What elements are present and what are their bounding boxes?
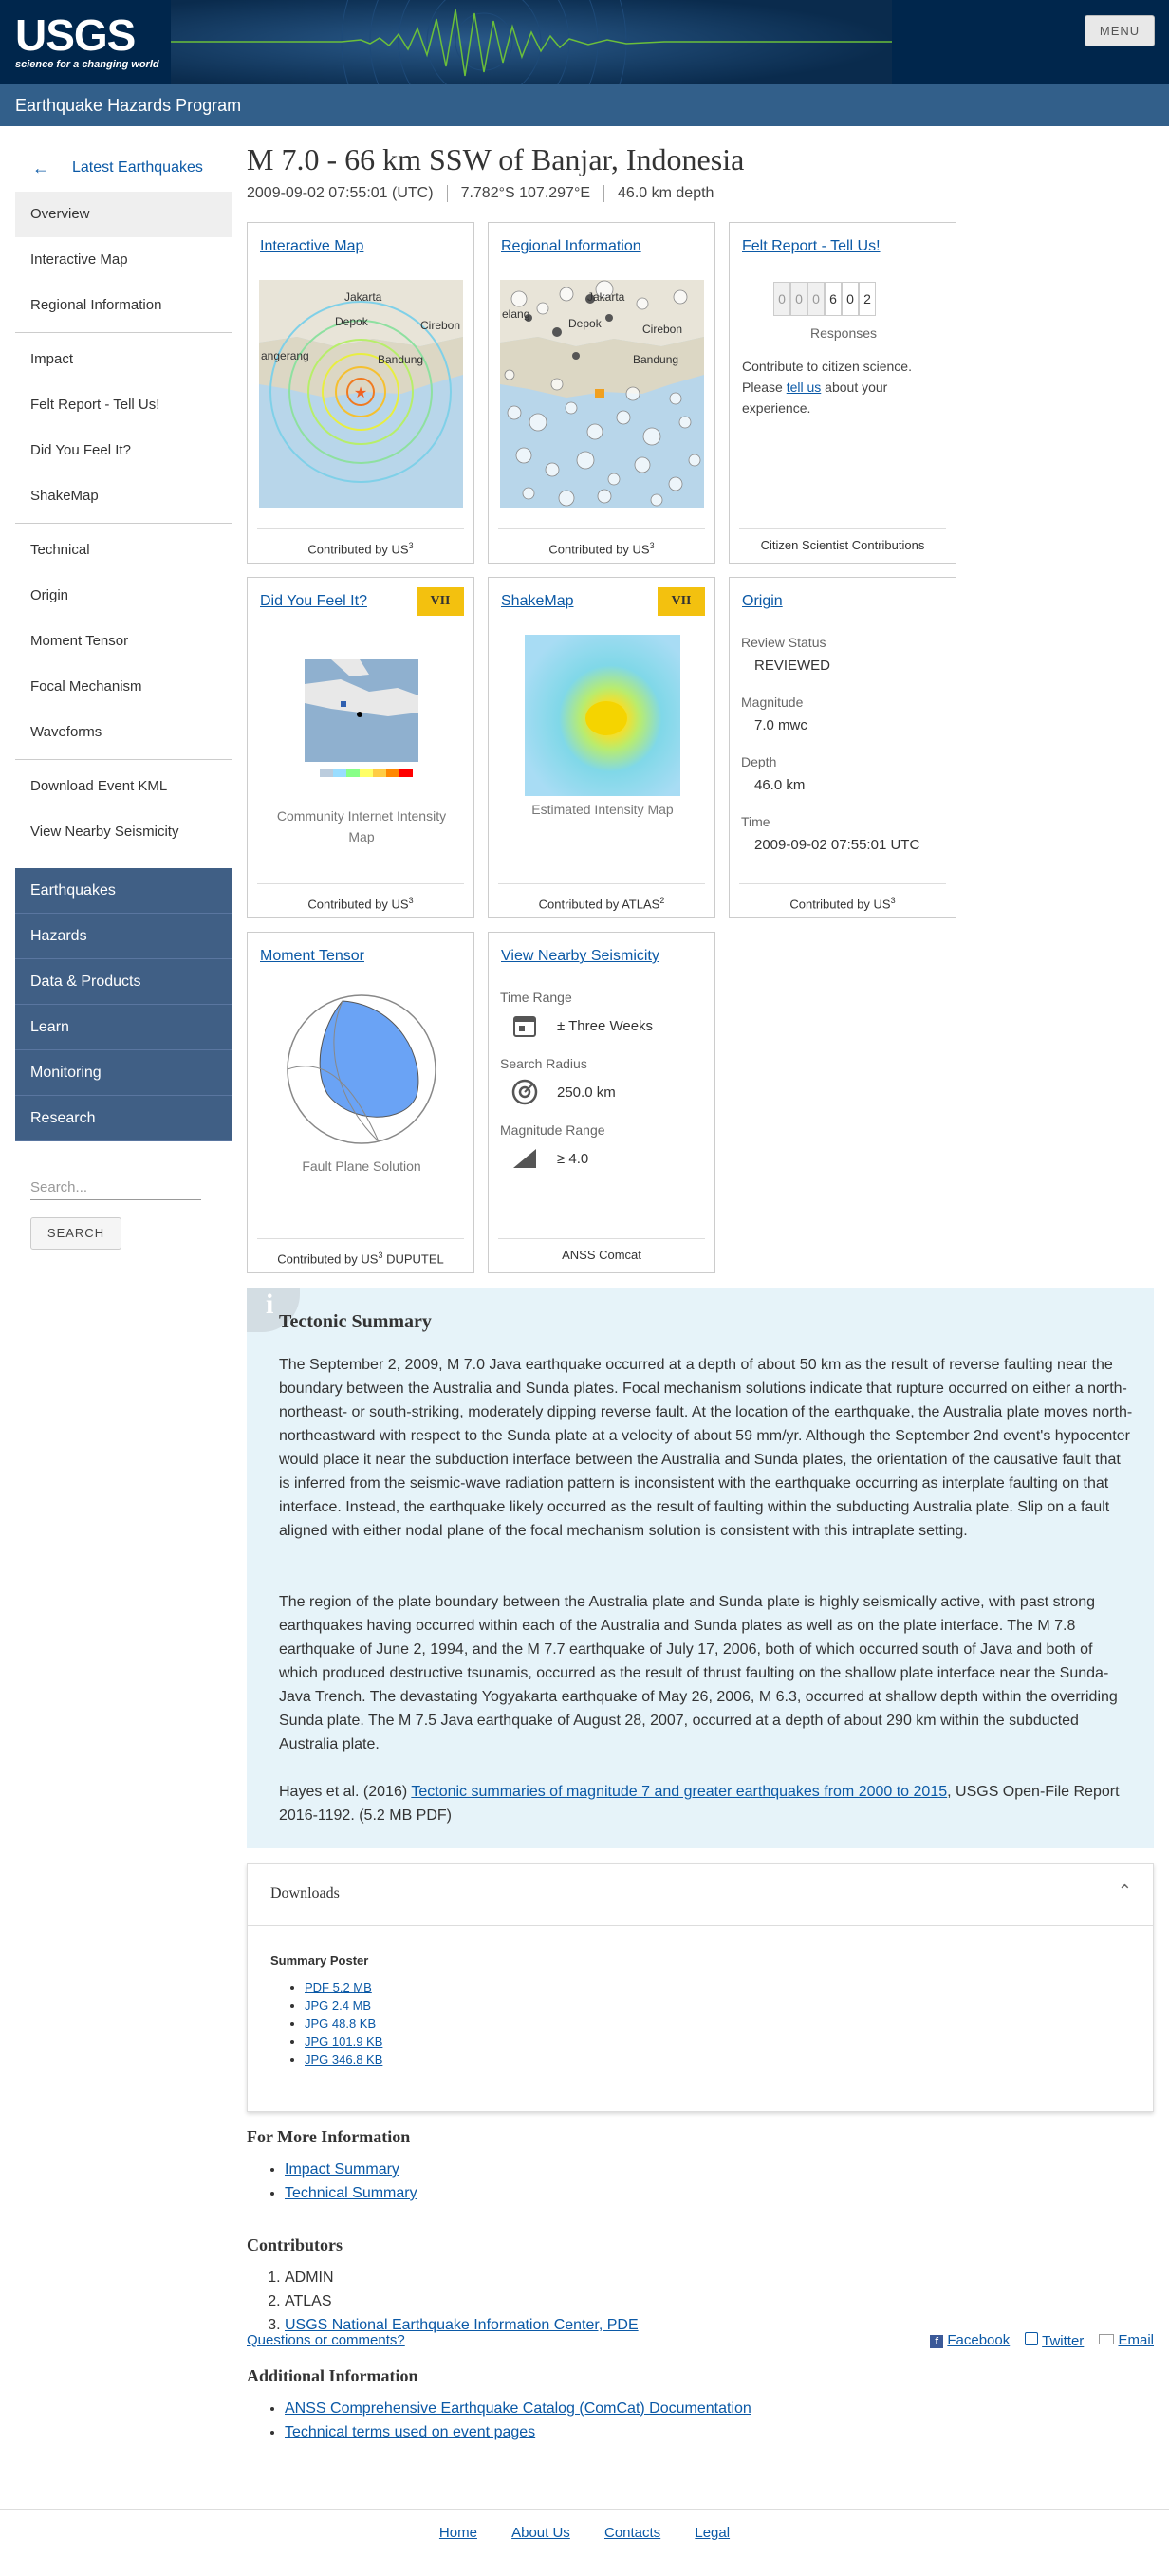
sidebar-item-nearby-seismicity[interactable]: View Nearby Seismicity (30, 824, 179, 840)
nearby-seismicity-card[interactable] (488, 932, 715, 1273)
tectonic-reference: Hayes et al. (2016) Tectonic summaries of magnitude 7 and greater earthquakes from 2000 to 2015, USGS Open-File Report 2016-1192. (5.2 MB PDF) (279, 1784, 1120, 1824)
footer-legal-link[interactable]: Legal (695, 2525, 731, 2541)
divider (15, 332, 232, 333)
contributor-item: 1. ADMIN (285, 2266, 639, 2289)
shakemap-contributor: Contributed by ATLAS$^2$ (498, 883, 705, 917)
tectonic-paragraph-2: The region of the plate boundary between the Australia plate and Sunda plate is highly seismically active, with past strong earthquakes having occurred within each of the Australia and Sunda plates as well as on the plate interface. The M 7.8 earthquake of June 2, 1994, and the M 7.7 earthquake of July 17, 2006, both of which occurred south of Java and both of which produced destructive tsunamis, occurred as the result of thrust faulting on the shallow plate interface near the Sunda-Java Trench. The devastating Yogyakarta earthquake of May 26, 2006, M 6.3, occurred at shallow depth within the overriding Sunda plate. The M 7.5 Java earthquake of August 28, 2007, occurred at a depth of about 290 km within the subducted Australia plate. (279, 1594, 1118, 1752)
contributor-link[interactable]: USGS National Earthquake Information Center, PDE (285, 2317, 639, 2333)
back-to-latest-link[interactable] (15, 152, 232, 184)
product-cards (247, 222, 1154, 1275)
event-location: 7.782°S 107.297°E (461, 185, 604, 202)
footer-about-link[interactable]: About Us (511, 2525, 570, 2541)
radius-icon (511, 1079, 538, 1105)
sidebar-item-focal-mechanism[interactable]: Focal Mechanism (30, 678, 142, 695)
divider (15, 759, 232, 760)
svg-text:★: ★ (353, 385, 368, 401)
interactive-map-link[interactable]: Interactive Map (260, 238, 364, 254)
dyfi-caption: Community Internet Intensity Map (276, 808, 447, 844)
counter-digit: 2 (859, 282, 876, 316)
tectonic-title: Tectonic Summary (279, 1311, 432, 1332)
interactive-map-card[interactable] (247, 222, 474, 564)
sidebar-item-felt-report[interactable]: Felt Report - Tell Us! (30, 397, 160, 413)
nav-hazards[interactable]: Hazards (15, 914, 232, 959)
sidebar-item-impact[interactable]: Impact (30, 351, 74, 367)
seismogram-banner (171, 0, 892, 84)
nav-data-products[interactable]: Data & Products (15, 959, 232, 1005)
origin-contributor: Contributed by $US^3$ (739, 883, 946, 917)
shakemap-card[interactable] (488, 577, 715, 918)
summary-poster-heading: Summary Poster (270, 1954, 369, 1968)
additional-info-heading: Additional Information (247, 2366, 418, 2385)
regional-information-link[interactable]: Regional Information (501, 238, 641, 254)
beachball-diagram[interactable] (284, 991, 439, 1147)
map-label: Bandung (633, 353, 679, 366)
interactive-map-thumbnail[interactable] (259, 280, 463, 508)
dyfi-contributor: Contributed by $US^3$ (257, 883, 464, 917)
depth-value: 46.0 km (754, 777, 806, 793)
download-jpg-link[interactable]: JPG 48.8 KB (305, 2016, 377, 2030)
nav-monitoring[interactable]: Monitoring (15, 1050, 232, 1096)
magnitude-label: Magnitude (741, 695, 804, 710)
magnitude-icon (511, 1145, 538, 1172)
contributors-heading: Contributors (247, 2235, 343, 2254)
responses-label: Responses (809, 325, 878, 341)
shakemap-intensity-badge: VII (658, 587, 705, 616)
search-button[interactable]: SEARCH (30, 1217, 121, 1250)
nav-learn[interactable]: Learn (15, 1005, 232, 1050)
map-label: Jakarta (344, 290, 382, 304)
time-label: Time (741, 814, 770, 829)
time-range-row (511, 1012, 709, 1039)
back-label: Latest Earthquakes (72, 159, 203, 176)
nav-earthquakes[interactable]: Earthquakes (15, 868, 232, 914)
chevron-up-icon[interactable]: ⌃ (1117, 1881, 1132, 1900)
divider (248, 1925, 1153, 1926)
twitter-icon (1025, 2332, 1038, 2345)
search-input[interactable]: Search... (30, 1176, 201, 1200)
sidebar-item-waveforms[interactable]: Waveforms (30, 724, 102, 740)
map-label: Cirebon (642, 323, 683, 336)
sidebar-item-download-kml[interactable]: Download Event KML (30, 778, 168, 794)
interactive-map-contributor: Contributed by $US^3$ (257, 528, 464, 563)
seismogram-image (171, 0, 892, 84)
response-counter (773, 282, 876, 316)
menu-button[interactable]: MENU (1085, 15, 1155, 46)
back-arrow-icon: ← (32, 158, 49, 177)
more-info-heading: For More Information (247, 2127, 411, 2146)
felt-report-card[interactable] (729, 222, 956, 564)
technical-summary-link[interactable]: Technical Summary (285, 2185, 418, 2201)
logo-text: USGS (15, 10, 136, 60)
questions-link[interactable]: Questions or comments? (247, 2332, 405, 2348)
contributor-item: 2. ATLAS (285, 2289, 639, 2313)
download-jpg-link[interactable]: JPG 2.4 MB (305, 1998, 372, 2012)
counter-digit: 6 (825, 282, 842, 316)
shakemap-thumbnail[interactable] (525, 635, 680, 796)
moment-tensor-contributor: Contributed by $US^3$ DUPUTEL (257, 1238, 464, 1272)
site-footer (0, 2509, 1169, 2576)
facebook-icon: f (930, 2335, 943, 2348)
sidebar-item-technical[interactable]: Technical (30, 542, 90, 558)
search-radius-label: Search Radius (500, 1056, 587, 1071)
dyfi-map-thumbnail[interactable] (303, 646, 420, 788)
felt-report-contributor: Citizen Scientist Contributions (739, 528, 946, 563)
moment-tensor-caption: Fault Plane Solution (302, 1158, 421, 1174)
magnitude-range-row (511, 1145, 709, 1172)
origin-card[interactable] (729, 577, 956, 918)
origin-details (741, 635, 950, 853)
facebook-share[interactable]: f Facebook (930, 2332, 1010, 2349)
review-status-label: Review Status (741, 635, 826, 650)
map-label: Bandung (378, 353, 424, 366)
download-jpg-link[interactable]: JPG 101.9 KB (305, 2034, 383, 2048)
download-jpg-link[interactable]: JPG 346.8 KB (305, 2052, 383, 2066)
depth-label: Depth (741, 754, 777, 769)
time-range-value: ± Three Weeks (557, 1017, 654, 1034)
nearby-contributor: ANSS Comcat (498, 1238, 705, 1272)
usgs-logo[interactable] (15, 10, 159, 70)
counter-digit: 0 (790, 282, 807, 316)
footer-home-link[interactable]: Home (438, 2525, 477, 2541)
event-time: 2009-09-02 07:55:01 (UTC) (247, 185, 448, 202)
envelope-icon (1099, 2334, 1114, 2344)
sidebar (15, 152, 232, 1250)
downloads-title[interactable]: Downloads (270, 1885, 340, 1901)
search-radius-row (511, 1079, 709, 1105)
magnitude-range-value: ≥ 4.0 (557, 1150, 589, 1167)
time-range-label: Time Range (500, 990, 572, 1005)
map-label: elang (502, 307, 530, 321)
impact-summary-link[interactable]: Impact Summary (285, 2161, 399, 2178)
tectonic-summary (247, 1288, 1154, 1848)
sidebar-item-origin[interactable]: Origin (30, 587, 69, 603)
program-title[interactable]: Earthquake Hazards Program (0, 84, 1169, 126)
contributors-list (285, 2266, 639, 2337)
map-label: Cirebon (420, 319, 461, 332)
shakemap-link[interactable]: ShakeMap (501, 593, 574, 609)
info-icon: i (247, 1288, 300, 1332)
event-depth: 46.0 km depth (618, 185, 714, 201)
shakemap-caption: Estimated Intensity Map (531, 802, 674, 817)
dyfi-link[interactable]: Did You Feel It? (260, 593, 367, 609)
counter-digit: 0 (807, 282, 825, 316)
counter-digit: 0 (773, 282, 790, 316)
page-title: M 7.0 - 66 km SSW of Banjar, Indonesia (247, 142, 745, 176)
comcat-docs-link[interactable]: ANSS Comprehensive Earthquake Catalog (ComCat) Documentation (285, 2400, 752, 2417)
nearby-details (500, 990, 709, 1172)
sidebar-item-shakemap[interactable]: ShakeMap (30, 488, 99, 504)
twitter-share[interactable]: Twitter (1025, 2332, 1084, 2349)
event-summary (247, 185, 1154, 202)
regional-information-contributor: Contributed by $US^3$ (498, 528, 705, 563)
map-label: Jakarta (587, 290, 625, 304)
site-nav (15, 868, 232, 1141)
origin-link[interactable]: Origin (742, 593, 783, 609)
download-pdf-link[interactable]: PDF 5.2 MB (305, 1980, 372, 1994)
magnitude-value: 7.0 mwc (754, 717, 807, 733)
time-value: 2009-09-02 07:55:01 UTC (754, 837, 920, 853)
share-links (930, 2332, 1154, 2349)
dyfi-intensity-badge: VII (417, 587, 464, 616)
calendar-icon (511, 1012, 538, 1039)
downloads-panel (247, 1863, 1154, 2112)
tell-us-link[interactable]: tell us (786, 380, 822, 395)
more-info-list (285, 2158, 418, 2205)
regional-information-card[interactable] (488, 222, 715, 564)
logo-tagline: science for a changing world (15, 59, 159, 70)
site-header (0, 0, 1169, 84)
tectonic-paragraph-1: The September 2, 2009, M 7.0 Java earthquake occurred at a depth of about 50 km as the result of reverse faulting near the boundary between the Australia and Sunda plates. Focal mechanism solutions indicate that rupture occurred on either a north-northeast- or south-striking, moderately dipping reverse fault. At the location of the earthquake, the Australia plate moves north-northeastward with respect to the Sunda plate at a velocity of about 59 mm/yr. Although the September 2nd event's hypocenter would place it near the subduction interface between the Australia and Sunda plates, the orientation of the causative fault that is inferred from the seismic-wave radiation pattern is inconsistent with the earthquake occurring as interplate faulting on that interface. Instead, the earthquake likely occurred as the result of faulting within the subducting Australia plate. Slip on a fault aligned with either nodal plane of the focal mechanism solution is consistent with this intraplate setting. (279, 1357, 1133, 1539)
felt-report-text: Contribute to citizen science. Please tell us about your experience. (742, 359, 912, 416)
additional-info-list (285, 2397, 752, 2444)
review-status-value: REVIEWED (754, 658, 831, 674)
tectonic-summaries-link[interactable]: Tectonic summaries of magnitude 7 and greater earthquakes from 2000 to 2015 (411, 1784, 948, 1800)
dyfi-card[interactable] (247, 577, 474, 918)
search-radius-value: 250.0 km (557, 1084, 616, 1101)
magnitude-range-label: Magnitude Range (500, 1122, 605, 1138)
technical-terms-link[interactable]: Technical terms used on event pages (285, 2424, 536, 2440)
nav-research[interactable]: Research (15, 1096, 232, 1141)
sidebar-item-overview[interactable]: Overview (15, 192, 232, 237)
nearby-seismicity-link[interactable]: View Nearby Seismicity (501, 948, 659, 964)
felt-report-link[interactable]: Felt Report - Tell Us! (742, 238, 881, 254)
map-label: Depok (568, 317, 602, 330)
moment-tensor-link[interactable]: Moment Tensor (260, 948, 364, 964)
divider (15, 523, 232, 524)
counter-digit: 0 (842, 282, 859, 316)
regional-map-thumbnail[interactable] (500, 280, 704, 508)
sidebar-item-moment-tensor[interactable]: Moment Tensor (30, 633, 129, 649)
email-share[interactable]: Email (1099, 2332, 1154, 2349)
sidebar-item-interactive-map[interactable]: Interactive Map (30, 251, 128, 268)
sidebar-item-regional-information[interactable]: Regional Information (30, 297, 162, 313)
sidebar-item-dyfi[interactable]: Did You Feel It? (30, 442, 131, 458)
map-label: angerang (261, 349, 309, 362)
moment-tensor-card[interactable] (247, 932, 474, 1273)
download-list (305, 1978, 382, 2068)
map-label: Depok (335, 315, 368, 328)
footer-contacts-link[interactable]: Contacts (603, 2525, 661, 2541)
